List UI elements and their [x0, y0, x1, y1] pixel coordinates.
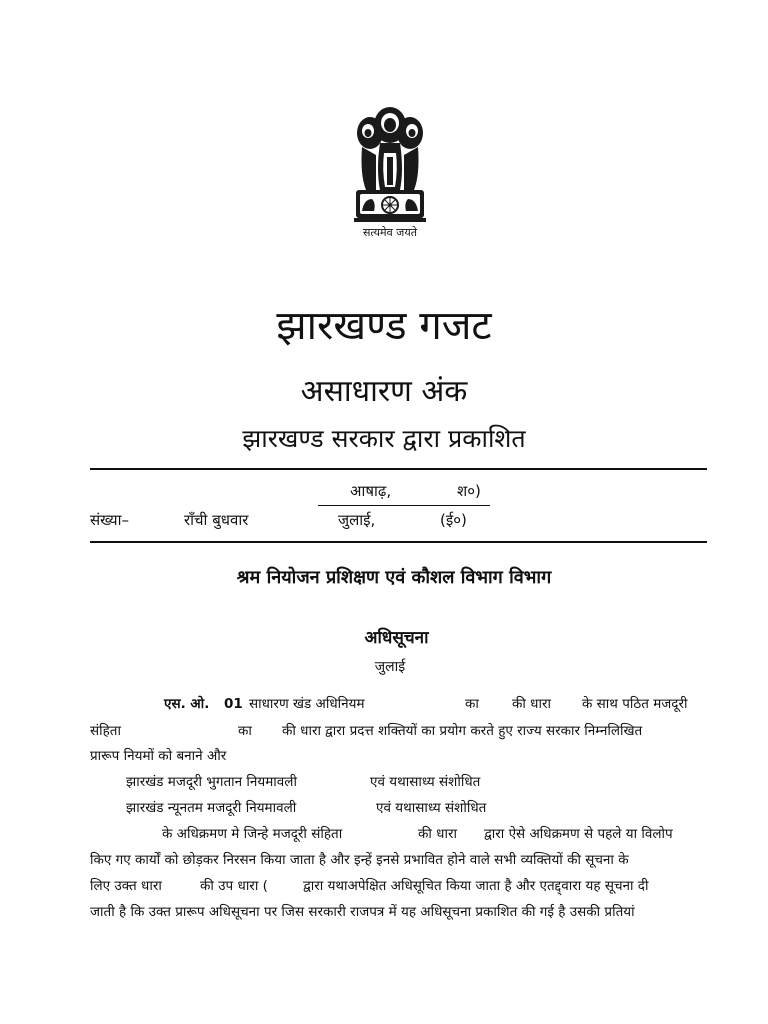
body-line-6b: की धारा [418, 826, 457, 842]
top-divider [90, 468, 707, 470]
body-line-8c: द्वारा यथाअपेक्षित अधिसूचित किया जाता है और एतद्द्वारा यह सूचना दी [303, 878, 649, 894]
gazette-title: झारखण्ड गजट [276, 303, 492, 349]
body-line-1b: का [465, 696, 479, 712]
body-line-3: प्रारूप नियमों को बनाने और [90, 748, 227, 764]
body-line-2d: द्वारा प्रदत्त शक्तियों का प्रयोग करते हुए राज्य सरकार निम्नलिखित [325, 723, 643, 739]
body-line-8b: की उप धारा ( [200, 878, 268, 894]
body-line-1d: के साथ पठित मजदूरी [582, 696, 688, 712]
body-line-2b: का [238, 723, 252, 739]
place-and-day: राँची बुधवार [184, 511, 249, 529]
gregorian-era: (ई०) [440, 511, 467, 529]
saka-month: आषाढ़, [350, 482, 392, 500]
body-line-9: जाती है कि उक्त प्रारूप अधिसूचना पर जिस सरकारी राजपत्र में यह अधिसूचना प्रकाशित की गई है उसकी प्रतियां [90, 904, 635, 920]
issue-number-label: संख्या– [90, 511, 130, 529]
body-line-7: किए गए कार्यों को छोड़कर निरसन किया जाता है और इन्हें इनसे प्रभावित होने वाले सभी व्यक्तियों की सूचना के [90, 852, 629, 868]
rule-1-name: झारखंड मजदूरी भुगतान नियमावली [126, 774, 297, 790]
body-line-1a: साधारण खंड अधिनियम [249, 696, 365, 712]
notification-heading: अधिसूचना [364, 628, 429, 648]
rule-2-suffix: एवं यथासाध्य संशोधित [376, 800, 487, 816]
department-name: श्रम नियोजन प्रशिक्षण एवं कौशल विभाग विभाग [236, 567, 552, 588]
body-line-2c: की धारा [282, 723, 321, 739]
emblem-motto: सत्यमेव जयते [362, 226, 417, 239]
so-number: 01 [224, 696, 243, 712]
date-divider [318, 505, 490, 506]
body-line-8a: लिए उक्त धारा [90, 878, 162, 894]
rule-1-suffix: एवं यथासाध्य संशोधित [370, 774, 481, 790]
saka-era: श०) [457, 482, 481, 500]
gazette-publisher: झारखण्ड सरकार द्वारा प्रकाशित [242, 424, 526, 453]
national-emblem-icon [340, 95, 440, 245]
body-line-1c: की धारा [512, 696, 551, 712]
body-line-6a: के अधिक्रमण मे जिन्हे मजदूरी संहिता [162, 826, 343, 842]
rule-2-name: झारखंड न्यूनतम मजदूरी नियमावली [126, 800, 297, 816]
notification-date: जुलाई [374, 659, 406, 675]
body-line-6c: द्वारा ऐसे अधिक्रमण से पहले या विलोप [484, 826, 673, 842]
so-label: एस. ओ. [164, 696, 210, 712]
gregorian-month: जुलाई, [338, 511, 376, 529]
gazette-subtitle: असाधारण अंक [300, 374, 468, 409]
body-line-2a: संहिता [90, 723, 121, 739]
bottom-divider [90, 541, 707, 543]
